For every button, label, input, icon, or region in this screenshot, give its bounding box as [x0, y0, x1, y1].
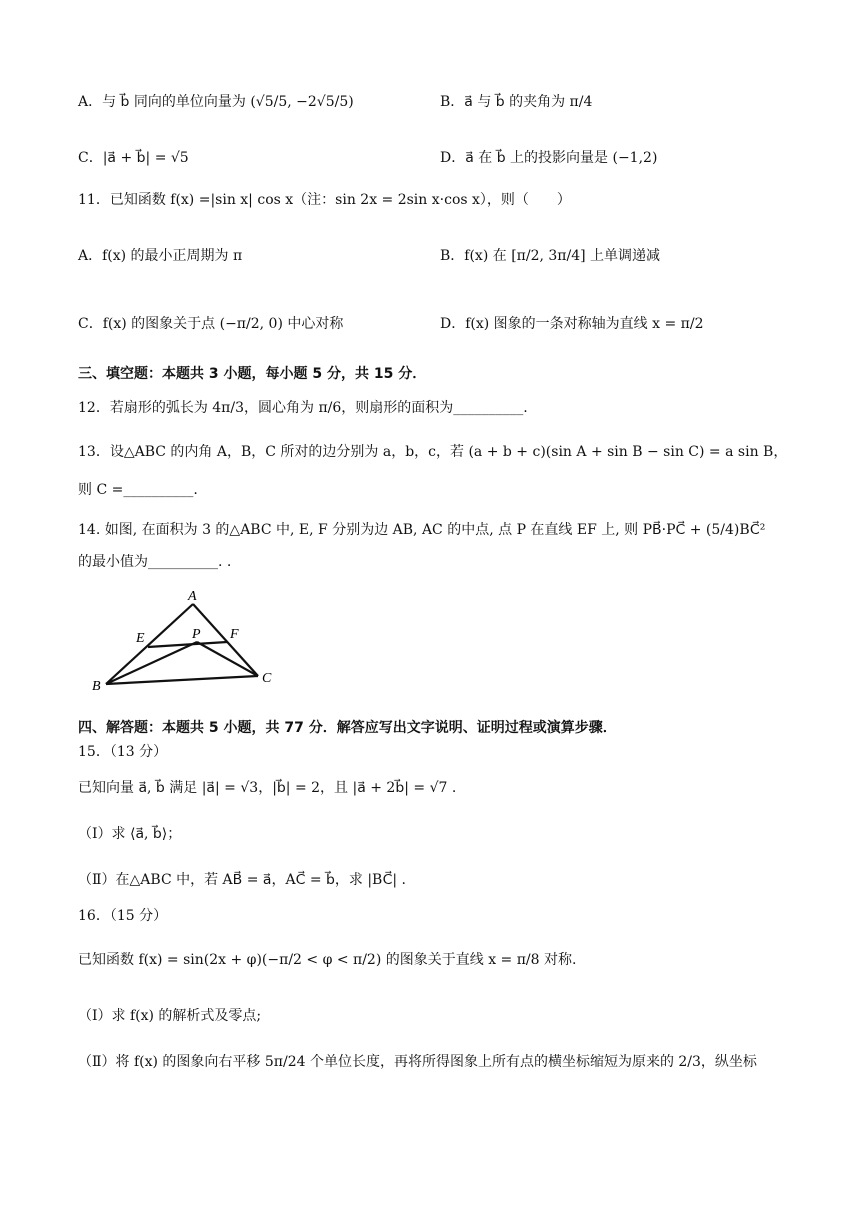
- triangle-figure: [84, 584, 284, 696]
- q16-header: 16．（15 分）: [78, 908, 168, 924]
- edge-bc: [106, 676, 258, 684]
- q11-stem: 11．已知函数 f(x) =|sin x| cos x（注：sin 2x = 2sin x·cos x），则（ ）: [78, 192, 571, 208]
- q11-option-a: A．f(x) 的最小正周期为 π: [78, 248, 243, 264]
- q10-option-c: C．|a⃗ + b⃗| = √5: [78, 150, 189, 166]
- q12: 12．若扇形的弧长为 4π/3，圆心角为 π/6，则扇形的面积为__________.: [78, 400, 528, 416]
- q10-option-b: B．a⃗ 与 b⃗ 的夹角为 π/4: [440, 94, 593, 110]
- q16-stem: 已知函数 f(x) = sin(2x + φ)(−π/2 < φ < π/2) 的图象关于直线 x = π/8 对称.: [78, 952, 577, 968]
- q10-option-d: D．a⃗ 在 b⃗ 上的投影向量是 (−1,2): [440, 150, 658, 166]
- q11-option-b: B．f(x) 在 [π/2, 3π/4] 上单调递减: [440, 248, 661, 264]
- segment-pc: [197, 642, 258, 676]
- q16-part2: （Ⅱ）将 f(x) 的图象向右平移 5π/24 个单位长度，再将所得图象上所有点的横坐标缩短为原来的 2/3，纵坐标: [78, 1054, 757, 1070]
- q13-line2: 则 C =__________.: [78, 482, 198, 498]
- label-a: A: [188, 589, 197, 604]
- label-f: F: [230, 627, 239, 642]
- q11-option-d: D．f(x) 图象的一条对称轴为直线 x = π/2: [440, 316, 704, 332]
- q15-part2: （Ⅱ）在△ABC 中，若 AB⃗ = a⃗，AC⃗ = b⃗，求 |BC⃗| .: [78, 872, 406, 888]
- label-e: E: [136, 631, 145, 646]
- section-3-heading: 三、填空题：本题共 3 小题，每小题 5 分，共 15 分．: [78, 366, 427, 382]
- label-p: P: [192, 627, 201, 642]
- q15-header: 15．（13 分）: [78, 744, 168, 760]
- q14-line2: 的最小值为__________. .: [78, 554, 232, 570]
- q13-line1: 13．设△ABC 的内角 A，B，C 所对的边分别为 a，b，c，若 (a + b + c)(sin A + sin B − sin C) = a sin B，: [78, 444, 788, 460]
- edge-ac: [193, 604, 258, 676]
- q14-line1: 14. 如图, 在面积为 3 的△ABC 中, E, F 分别为边 AB, AC 的中点, 点 P 在直线 EF 上, 则 PB⃗·PC⃗ + (5/4)BC⃗²: [78, 522, 766, 538]
- q15-part1: （Ⅰ）求 ⟨a⃗, b⃗⟩；: [78, 826, 182, 842]
- q15-stem: 已知向量 a⃗, b⃗ 满足 |a⃗| = √3，|b⃗| = 2，且 |a⃗ + 2b⃗| = √7 .: [78, 780, 457, 796]
- label-c: C: [262, 671, 272, 686]
- segment-pb: [106, 642, 197, 684]
- q10-option-a: A．与 b⃗ 同向的单位向量为 (√5/5, −2√5/5): [78, 94, 354, 110]
- q11-option-c: C．f(x) 的图象关于点 (−π/2, 0) 中心对称: [78, 316, 344, 332]
- label-b: B: [92, 679, 101, 694]
- section-4-heading: 四、解答题：本题共 5 小题，共 77 分．解答应写出文字说明、证明过程或演算步骤．: [78, 720, 617, 736]
- q16-part1: （Ⅰ）求 f(x) 的解析式及零点;: [78, 1008, 262, 1024]
